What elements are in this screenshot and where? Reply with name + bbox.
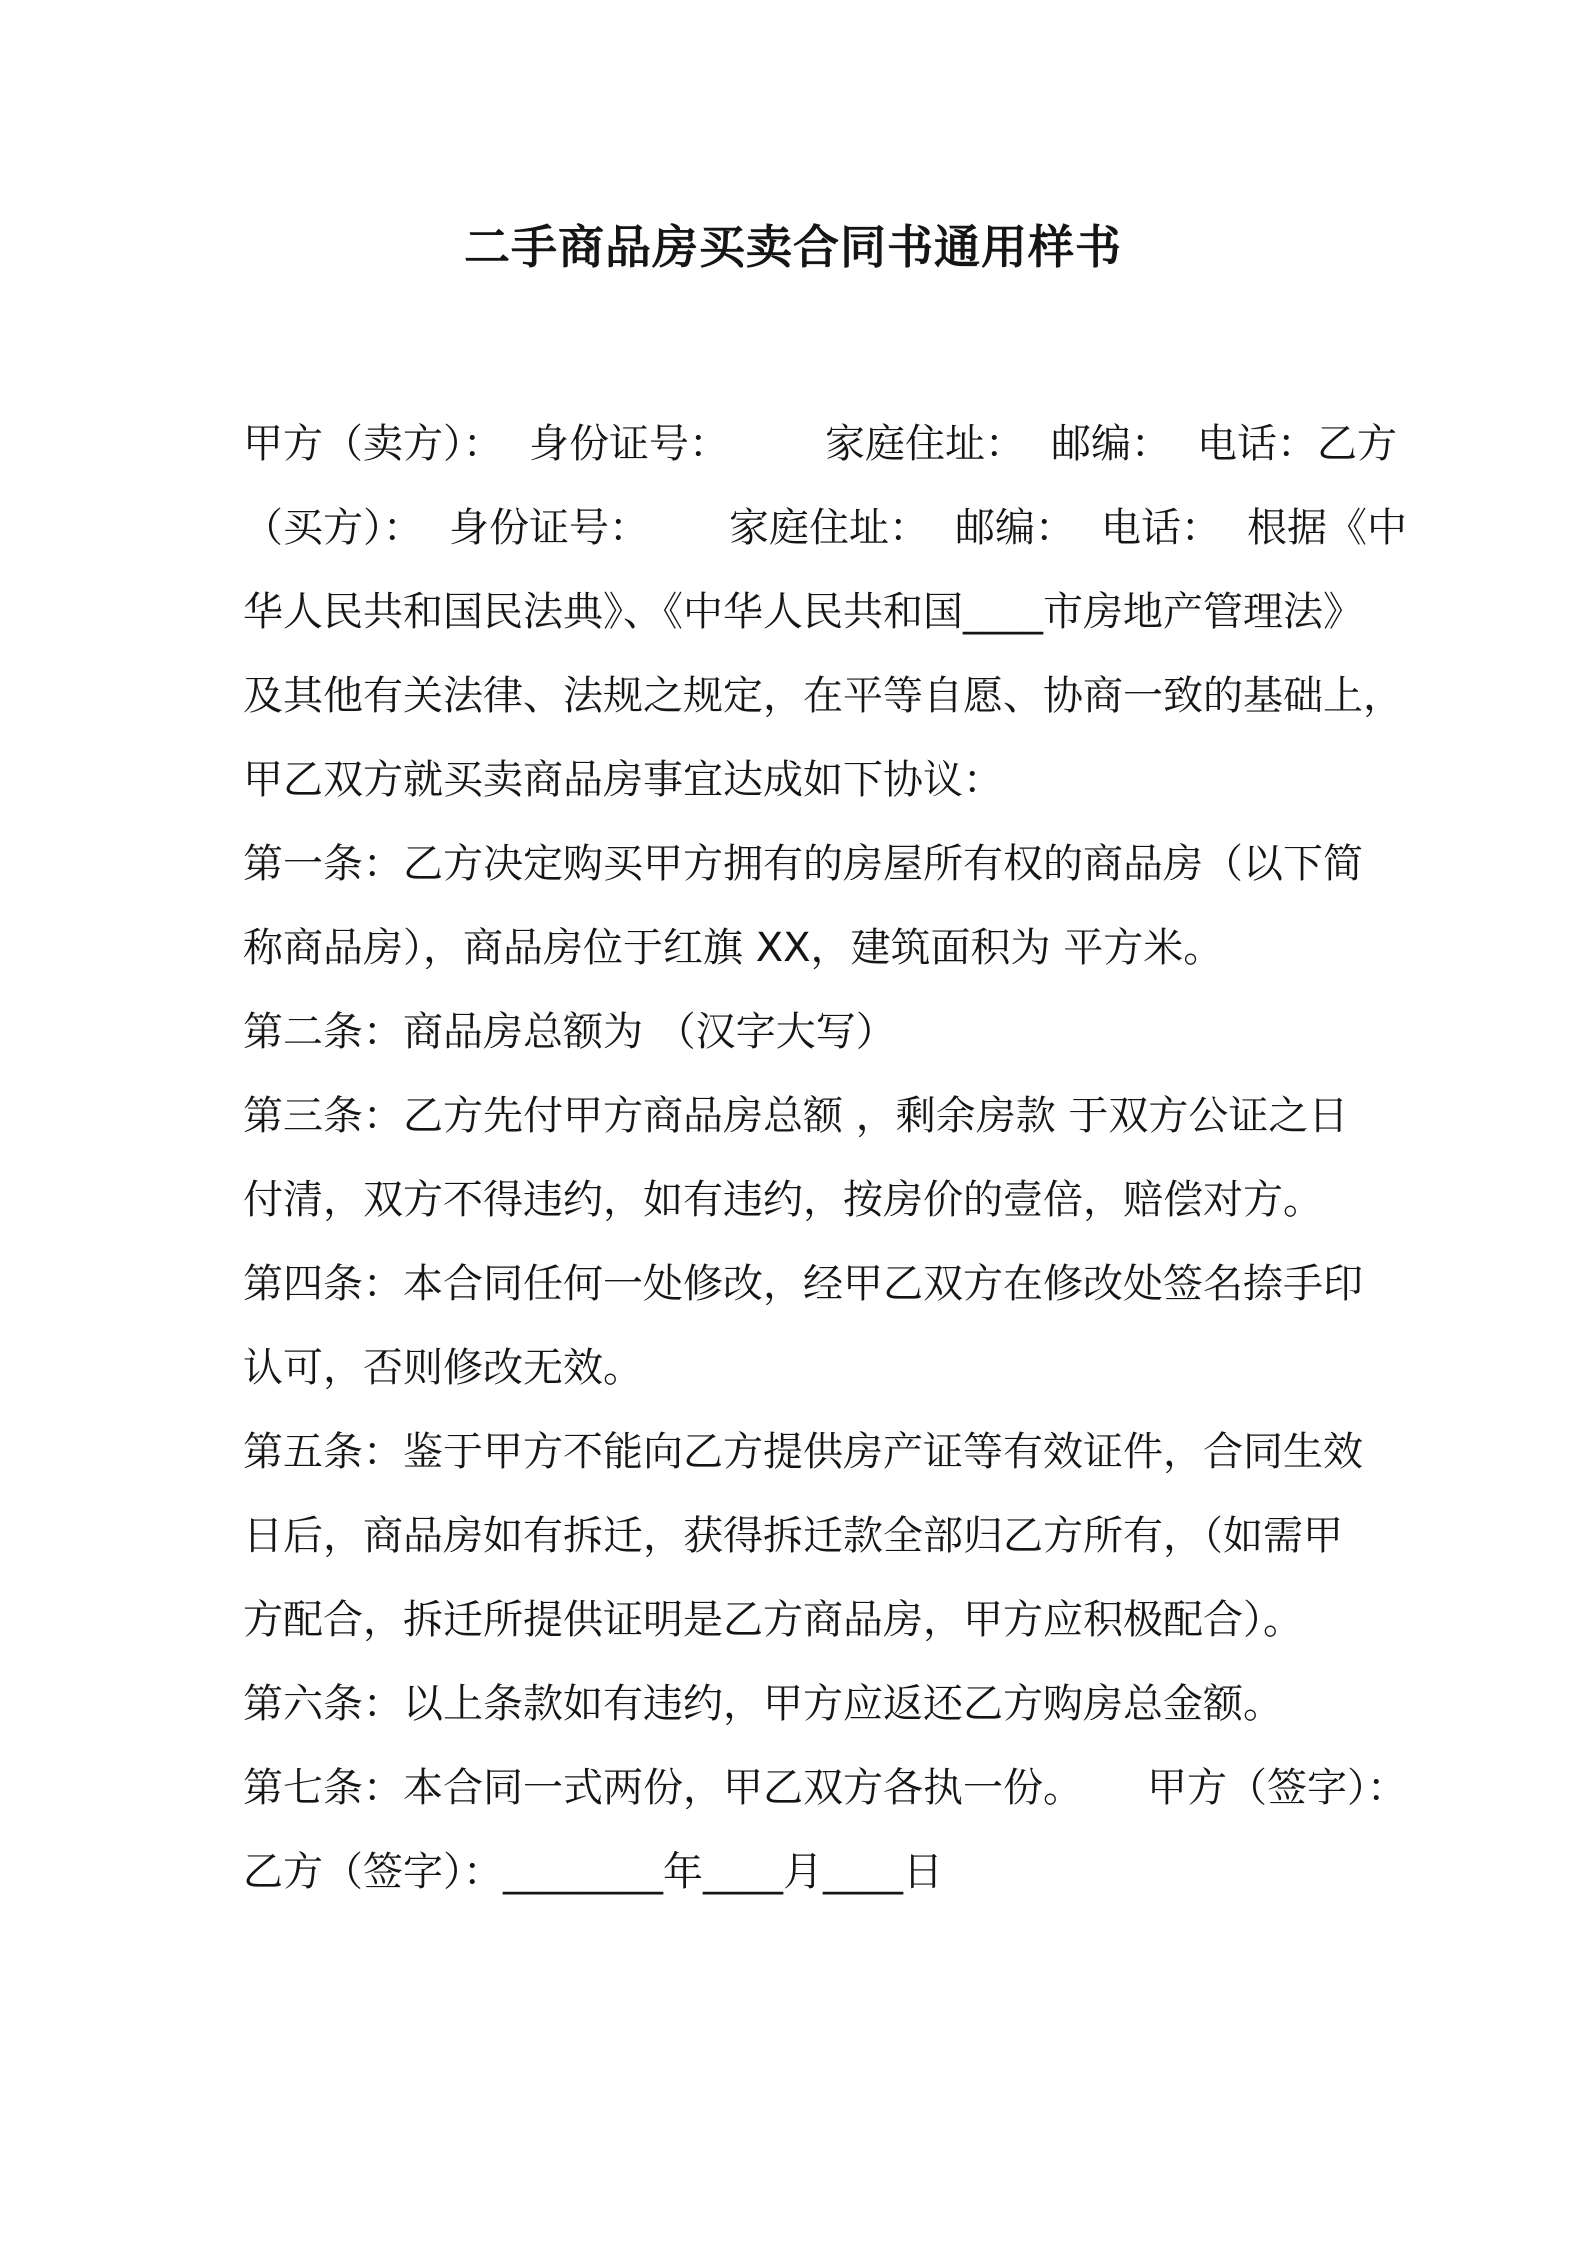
date-field: ________年____月____日 <box>503 1849 943 1895</box>
article-7-text: 第七条：本合同一式两份，甲乙双方各执一份。 <box>243 1765 1083 1811</box>
article-4-line: 第四条：本合同任何一处修改，经甲乙双方在修改处签名捺手印 <box>243 1261 1363 1307</box>
preamble-line: 华人民共和国民法典》、《中华人民共和国____市房地产管理法》 <box>243 589 1363 635</box>
article-3-line: 第三条：乙方先付甲方商品房总额 ，剩余房款 于双方公证之日 <box>243 1093 1349 1139</box>
party-a-signature-label: 甲方（签字）： <box>1147 1765 1407 1811</box>
article-3-line: 付清，双方不得违约，如有违约，按房价的壹倍，赔偿对方。 <box>243 1177 1323 1223</box>
preamble-line: 及其他有关法律、法规之规定，在平等自愿、协商一致的基础上， <box>243 673 1403 719</box>
article-7-line <box>243 1746 1407 1830</box>
party-b-label-end: （买方）： <box>243 505 423 551</box>
party-a-address-label: 家庭住址： <box>825 421 1025 467</box>
article-6-line: 第六条：以上条款如有违约，甲方应返还乙方购房总金额。 <box>243 1681 1283 1727</box>
party-a-id-label: 身份证号： <box>529 421 729 467</box>
party-b-address-label: 家庭住址： <box>729 505 929 551</box>
party-a-label: 甲方（卖方）： <box>243 421 503 467</box>
party-b-postcode-label: 邮编： <box>955 505 1075 551</box>
article-5-line: 方配合，拆迁所提供证明是乙方商品房，甲方应积极配合）。 <box>243 1597 1303 1643</box>
article-1-line: 第一条：乙方决定购买甲方拥有的房屋所有权的商品房（以下简 <box>243 841 1363 887</box>
article-4-line: 认可，否则修改无效。 <box>243 1345 643 1391</box>
party-b-label-start: 乙方 <box>1317 421 1397 467</box>
article-1-line: 称商品房），商品房位于红旗 XX，建筑面积为 平方米。 <box>243 925 1224 971</box>
document-title: 二手商品房买卖合同书通用样书 <box>464 220 1122 274</box>
party-b-line <box>243 486 1407 570</box>
party-b-id-label: 身份证号： <box>449 505 649 551</box>
article-5-line: 第五条：鉴于甲方不能向乙方提供房产证等有效证件，合同生效 <box>243 1429 1363 1475</box>
basis-start: 根据《中 <box>1247 505 1407 551</box>
preamble-line: 甲乙双方就买卖商品房事宜达成如下协议： <box>243 757 1003 803</box>
party-a-line <box>243 402 1397 486</box>
party-b-signature-label: 乙方（签字）： <box>243 1849 503 1895</box>
contract-body <box>243 402 1407 1914</box>
article-5-line: 日后，商品房如有拆迁，获得拆迁款全部归乙方所有，（如需甲 <box>243 1513 1343 1559</box>
party-b-phone-label: 电话： <box>1101 505 1221 551</box>
party-a-postcode-label: 邮编： <box>1051 421 1171 467</box>
party-a-phone-label: 电话： <box>1197 421 1317 467</box>
article-2-line: 第二条：商品房总额为 （汉字大写） <box>243 1009 896 1055</box>
signature-line <box>243 1830 1353 1914</box>
